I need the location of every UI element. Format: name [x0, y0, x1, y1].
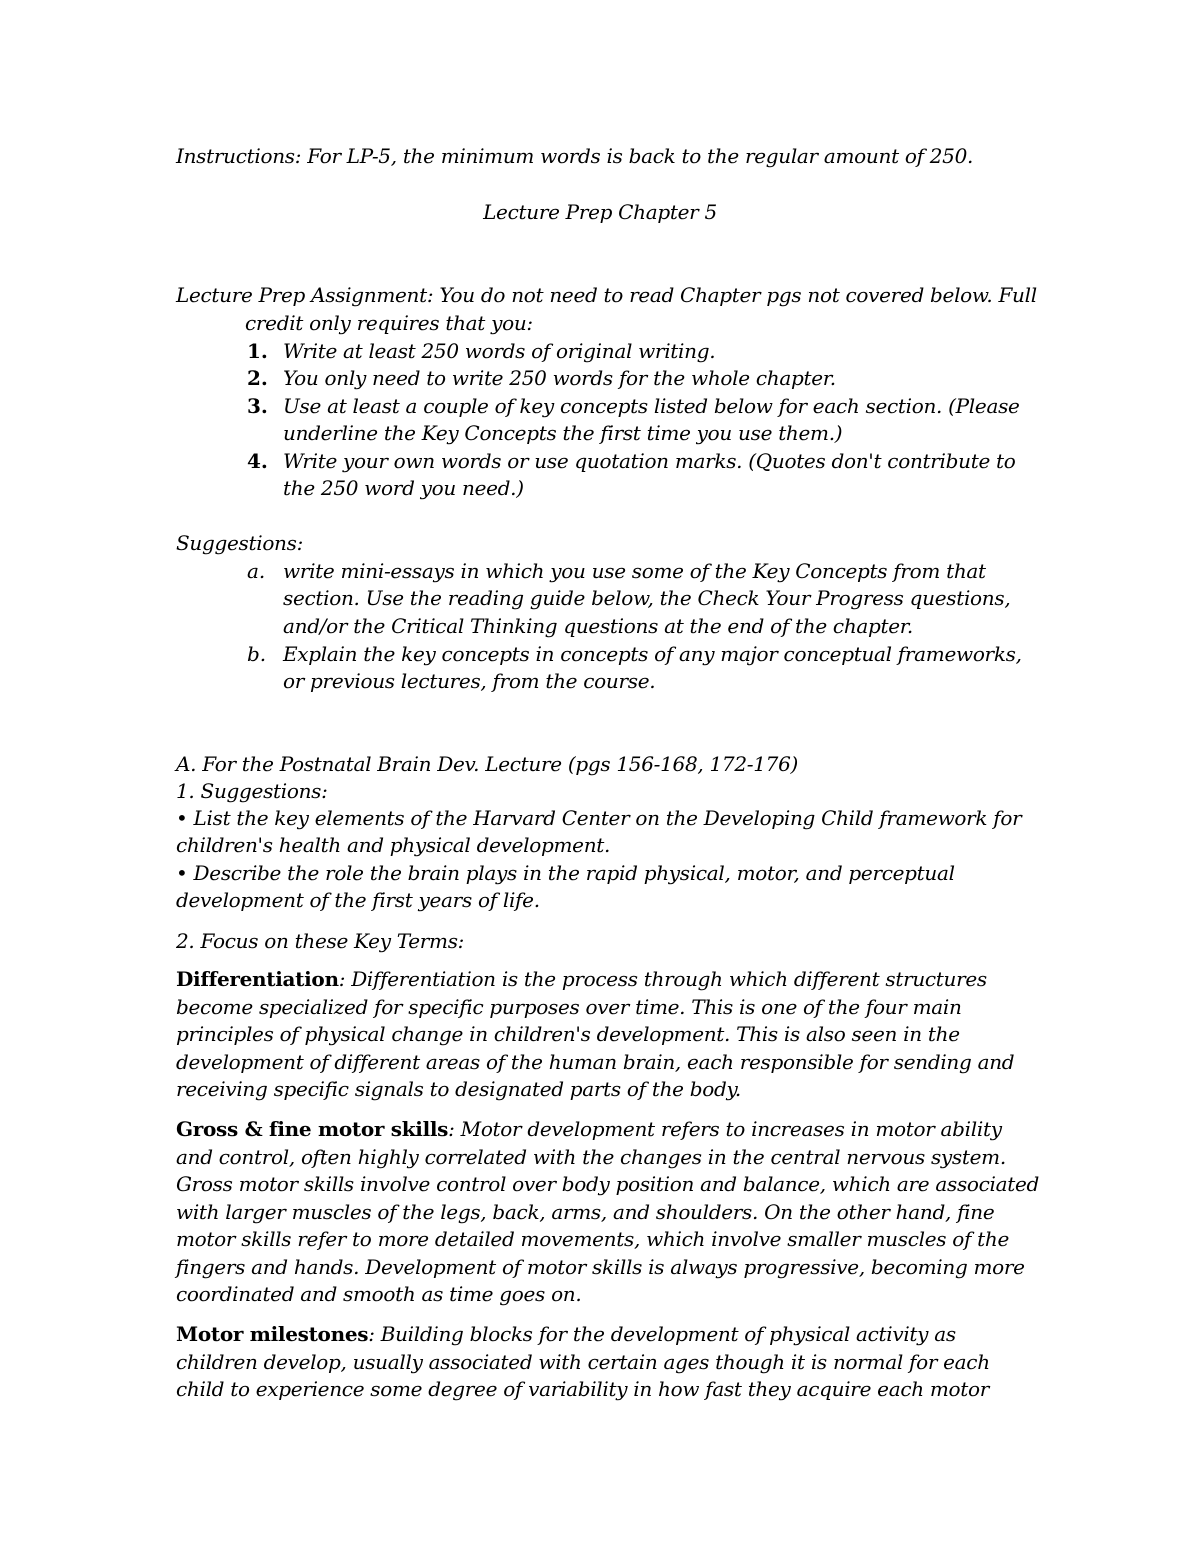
definition-line: coordinated and smooth as time goes on. [176, 1282, 582, 1306]
list-item-text: and/or the Critical Thinking questions at the end of the chapter. [283, 614, 913, 638]
list-item-text: Use at least a couple of key concepts listed below for each section. (Please [283, 394, 1020, 418]
page-title: Lecture Prep Chapter 5 [483, 200, 717, 224]
key-term: Differentiation [176, 967, 339, 991]
list-letter: b. [247, 642, 267, 666]
list-item-text: the 250 word you need.) [283, 476, 524, 500]
assignment-intro-line-2: credit only requires that you: [245, 311, 533, 335]
definition-line: and control, often highly correlated with the changes in the central nervous system. [176, 1145, 1006, 1169]
key-term: Gross & fine motor skills [176, 1117, 449, 1141]
suggestions-heading: Suggestions: [176, 531, 304, 555]
list-item-text: You only need to write 250 words for the whole chapter. [283, 366, 836, 390]
assignment-intro-line-1: Lecture Prep Assignment: You do not need to read Chapter pgs not covered below. Full [176, 283, 1037, 307]
bullet-text: development of the first years of life. [176, 888, 540, 912]
list-item-text: write mini-essays in which you use some of the Key Concepts from that [283, 559, 986, 583]
list-item-text: or previous lectures, from the course. [283, 669, 656, 693]
definition-line: principles of physical change in children's development. This is also seen in the [176, 1022, 960, 1046]
key-term-paragraph [176, 1115, 1002, 1143]
definition-line: development of different areas of the human brain, each responsible for sending and [176, 1050, 1015, 1074]
key-term-definition: : Building blocks for the development of physical activity as [368, 1322, 956, 1346]
definition-line: child to experience some degree of variability in how fast they acquire each motor [176, 1377, 990, 1401]
definition-line: motor skills refer to more detailed movements, which involve smaller muscles of the [176, 1227, 1010, 1251]
key-terms-label: 2. Focus on these Key Terms: [176, 929, 465, 953]
list-number: 2. [247, 366, 268, 390]
definition-line: children develop, usually associated with certain ages though it is normal for each [176, 1350, 990, 1374]
key-term-paragraph [176, 1320, 956, 1348]
key-term-definition: : Differentiation is the process through which different structures [338, 967, 987, 991]
list-item-text: Write your own words or use quotation marks. (Quotes don't contribute to [283, 449, 1016, 473]
definition-line: with larger muscles of the legs, back, arms, and shoulders. On the other hand, fine [176, 1200, 995, 1224]
list-number: 3. [247, 394, 268, 418]
definition-line: fingers and hands. Development of motor skills is always progressive, becoming more [176, 1255, 1025, 1279]
bullet-text: • Describe the role the brain plays in the rapid physical, motor, and perceptual [176, 861, 955, 885]
list-item-text: Explain the key concepts in concepts of any major conceptual frameworks, [283, 642, 1022, 666]
key-term: Motor milestones [176, 1322, 369, 1346]
section-a-heading: A. For the Postnatal Brain Dev. Lecture (pgs 156-168, 172-176) [176, 752, 798, 776]
instructions-line: Instructions: For LP-5, the minimum words is back to the regular amount of 250. [176, 144, 974, 168]
bullet-text: • List the key elements of the Harvard Center on the Developing Child framework for [176, 806, 1022, 830]
list-item-text: section. Use the reading guide below, the Check Your Progress questions, [283, 586, 1011, 610]
key-term-paragraph [176, 965, 987, 993]
definition-line: Gross motor skills involve control over body position and balance, which are associated [176, 1172, 1040, 1196]
list-number: 4. [247, 449, 268, 473]
section-a-suggestions-label: 1. Suggestions: [176, 779, 328, 803]
list-item-text: underline the Key Concepts the first time you use them.) [283, 421, 843, 445]
definition-line: receiving specific signals to designated parts of the body. [176, 1077, 741, 1101]
list-item-text: Write at least 250 words of original writing. [283, 339, 716, 363]
bullet-text: children's health and physical development. [176, 833, 611, 857]
key-term-definition: : Motor development refers to increases in motor ability [448, 1117, 1002, 1141]
list-number: 1. [247, 339, 268, 363]
list-letter: a. [247, 559, 266, 583]
definition-line: become specialized for specific purposes over time. This is one of the four main [176, 995, 962, 1019]
